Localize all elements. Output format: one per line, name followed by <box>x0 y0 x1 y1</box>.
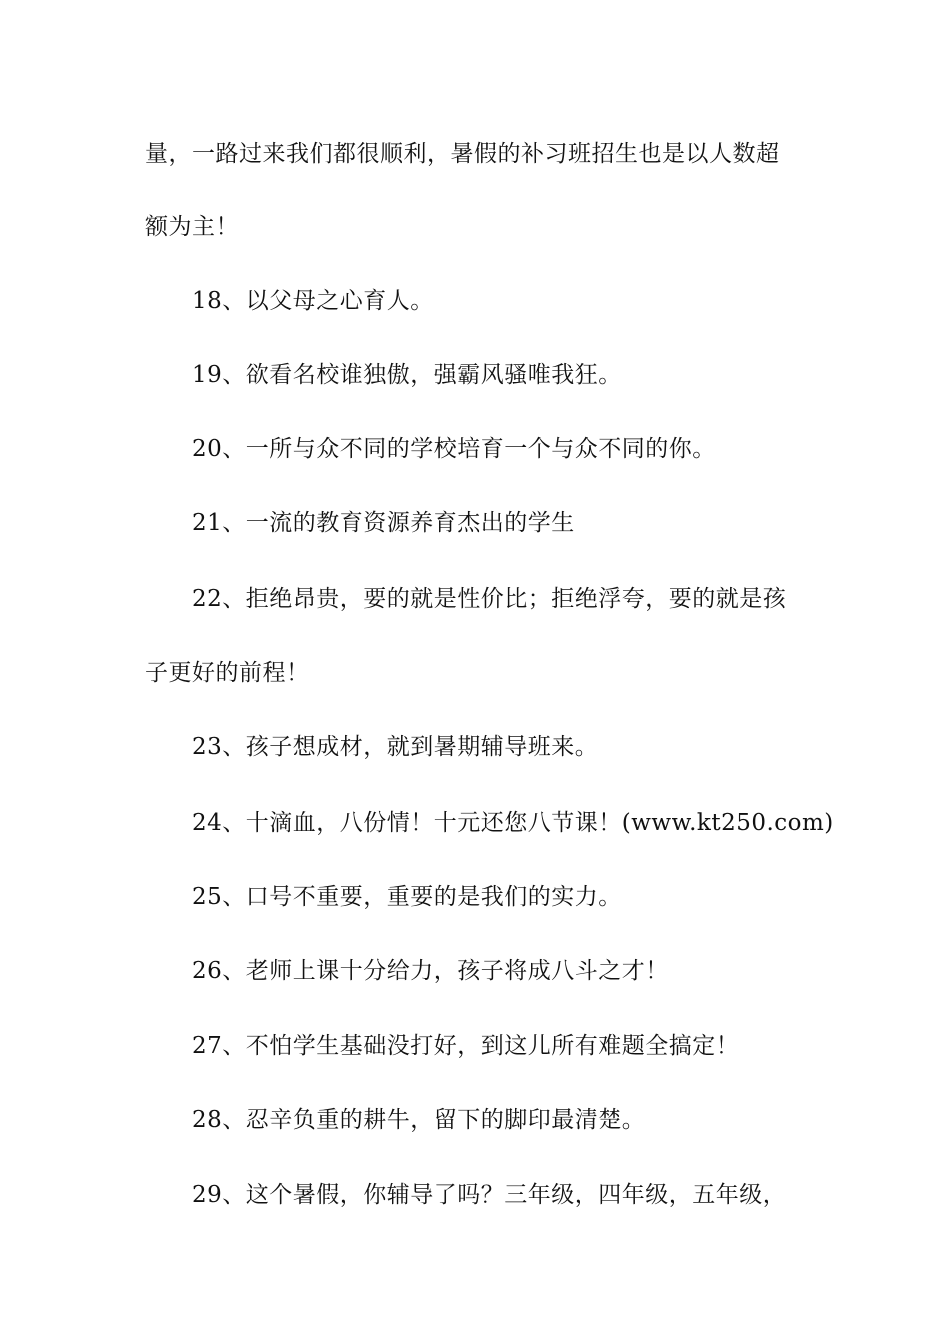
paragraph-continuation-line-2: 额为主！ <box>145 214 239 240</box>
paragraph-continuation-line-1: 量，一路过来我们都很顺利，暑假的补习班招生也是以人数超 <box>145 141 780 167</box>
slogan-29: 29、这个暑假，你辅导了吗？三年级，四年级，五年级， <box>192 1182 787 1208</box>
slogan-27: 27、不怕学生基础没打好，到这儿所有难题全搞定！ <box>192 1033 740 1059</box>
slogan-23: 23、孩子想成材，就到暑期辅导班来。 <box>192 734 599 760</box>
slogan-21: 21、一流的教育资源养育杰出的学生 <box>192 510 575 536</box>
slogan-25: 25、口号不重要，重要的是我们的实力。 <box>192 884 622 910</box>
slogan-24: 24、十滴血，八份情！十元还您八节课！(www.kt250.com) <box>192 810 834 836</box>
slogan-26: 26、老师上课十分给力，孩子将成八斗之才！ <box>192 958 669 984</box>
slogan-28: 28、忍辛负重的耕牛，留下的脚印最清楚。 <box>192 1107 646 1133</box>
slogan-20: 20、一所与众不同的学校培育一个与众不同的你。 <box>192 436 716 462</box>
slogan-22-line-1: 22、拒绝昂贵，要的就是性价比；拒绝浮夸，要的就是孩 <box>192 586 787 612</box>
slogan-22-line-2: 子更好的前程！ <box>145 660 310 686</box>
slogan-18: 18、以父母之心育人。 <box>192 288 434 314</box>
slogan-19: 19、欲看名校谁独傲，强霸风骚唯我狂。 <box>192 362 622 388</box>
